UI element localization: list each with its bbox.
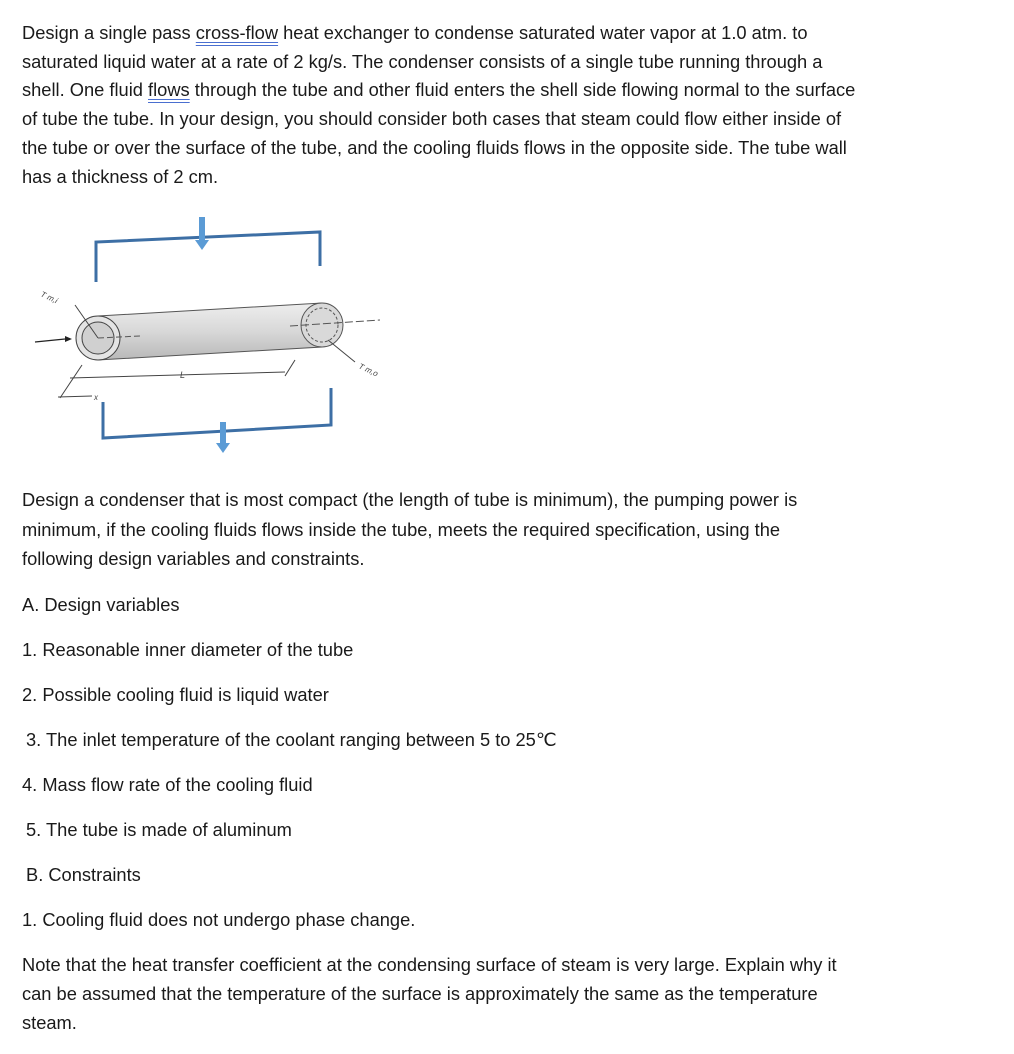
design-variable-item: 1. Reasonable inner diameter of the tube <box>22 639 354 660</box>
text: through the tube and other fluid enters the shell side flowing normal to the surface <box>189 79 856 100</box>
intro-line-4: of tube the tube. In your design, you should consider both cases that steam could flow either inside of <box>22 108 842 129</box>
intro-line-5: the tube or over the surface of the tube, and the cooling fluids flows in the opposite side. The tube wall <box>22 137 847 158</box>
intro-line-3 <box>22 75 855 104</box>
design-variable-item: 5. The tube is made of aluminum <box>26 819 292 840</box>
heat-exchanger-figure <box>20 205 400 460</box>
design-variable-item: 2. Possible cooling fluid is liquid water <box>22 684 329 705</box>
task-line-1: Design a condenser that is most compact (the length of tube is minimum), the pumping power is <box>22 489 798 510</box>
text: heat exchanger to condense saturated water vapor at 1.0 atm. to <box>278 22 808 43</box>
note-line-2: can be assumed that the temperature of the surface is approximately the same as the temperature <box>22 983 818 1004</box>
note-line-3: steam. <box>22 1012 77 1033</box>
inlet-temp-label: T m,i <box>39 289 60 306</box>
grammar-flag-cross-flow[interactable]: cross-flow <box>195 22 279 43</box>
text: Design a single pass <box>22 22 196 43</box>
x-axis-label: x <box>94 393 98 402</box>
text: shell. One fluid <box>22 79 149 100</box>
outlet-temp-label: T m,o <box>357 361 380 379</box>
outlet-arrow-icon <box>216 422 230 453</box>
intro-line-2: saturated liquid water at a rate of 2 kg/s. The condenser consists of a single tube running through a <box>22 51 823 72</box>
design-variable-item: 4. Mass flow rate of the cooling fluid <box>22 774 313 795</box>
tube <box>35 303 380 398</box>
design-variables-heading: A. Design variables <box>22 594 180 615</box>
inlet-arrow-icon <box>195 217 209 250</box>
note-line-1: Note that the heat transfer coefficient at the condensing surface of steam is very large. Explain why it <box>22 954 837 975</box>
intro-line-1 <box>22 18 808 47</box>
intro-line-6: has a thickness of 2 cm. <box>22 166 219 187</box>
task-line-2: minimum, if the cooling fluids flows inside the tube, meets the required specification, using the <box>22 519 781 540</box>
design-variable-item: 3. The inlet temperature of the coolant ranging between 5 to 25℃ <box>26 729 557 750</box>
task-line-3: following design variables and constraints. <box>22 548 365 569</box>
constraints-heading: B. Constraints <box>26 864 141 885</box>
length-label: L <box>180 370 186 380</box>
shell-top-bracket <box>96 232 320 282</box>
constraint-item: 1. Cooling fluid does not undergo phase change. <box>22 909 416 930</box>
shell-bottom-bracket <box>103 388 331 438</box>
grammar-flag-flows[interactable]: flows <box>148 79 190 100</box>
